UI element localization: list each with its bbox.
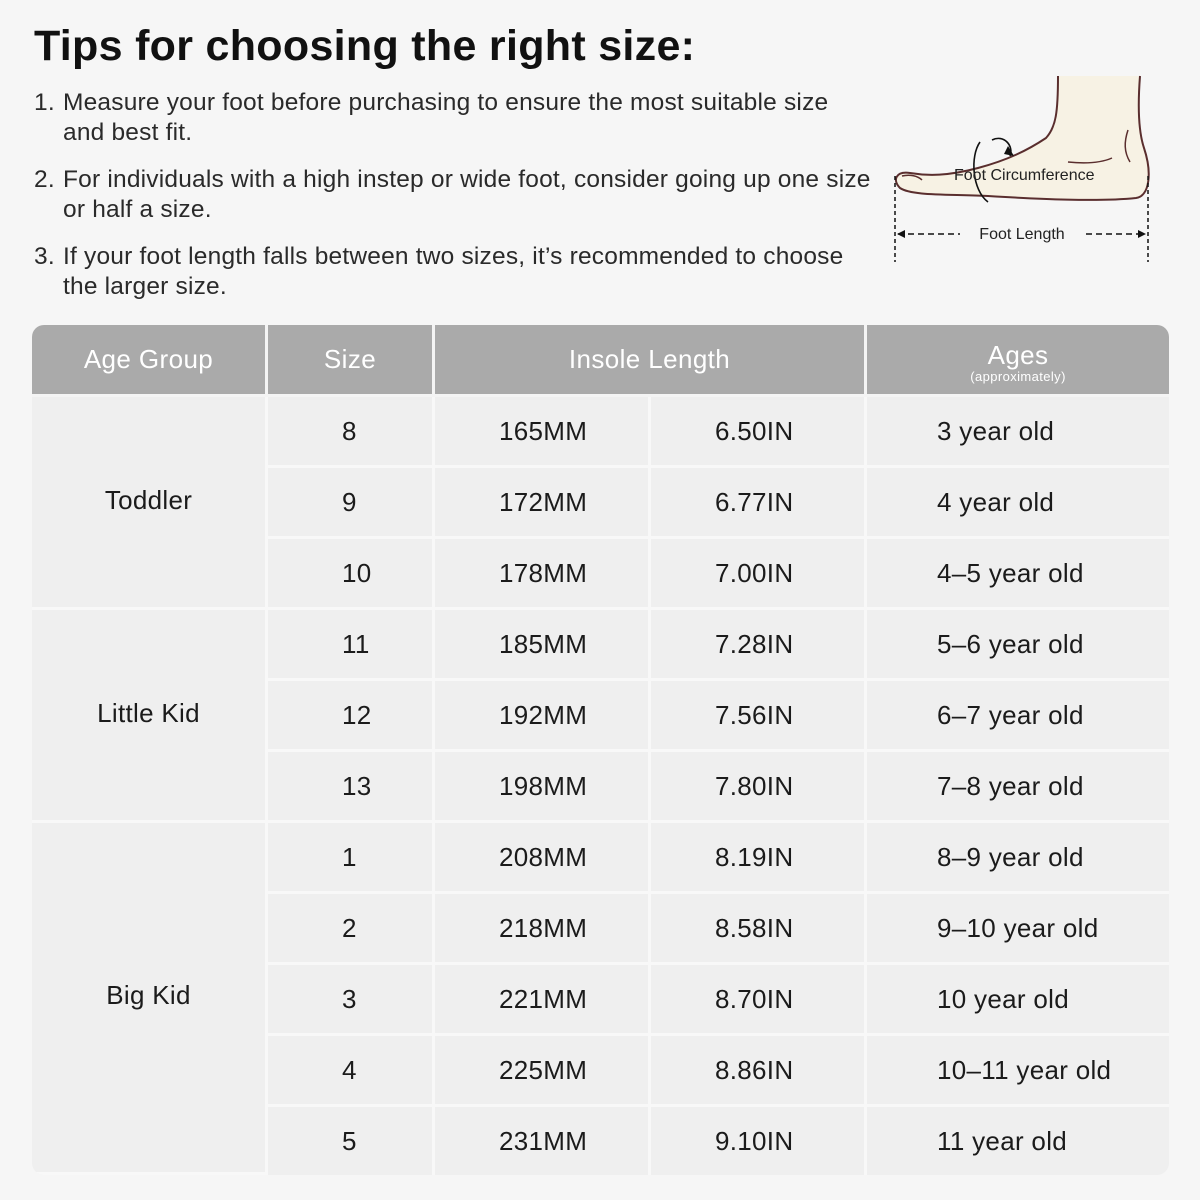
insole-in-cell: 9.10IN bbox=[651, 1107, 867, 1175]
insole-mm-cell: 192MM bbox=[435, 681, 651, 752]
age-cell: 9–10 year old bbox=[867, 894, 1169, 965]
insole-in-cell: 7.56IN bbox=[651, 681, 867, 752]
insole-mm-cell: 231MM bbox=[435, 1107, 651, 1175]
table-row bbox=[32, 823, 1169, 894]
table-row bbox=[32, 397, 1169, 468]
age-cell: 6–7 year old bbox=[867, 681, 1169, 752]
insole-in-cell: 7.28IN bbox=[651, 610, 867, 681]
insole-in-cell: 6.77IN bbox=[651, 468, 867, 539]
age-cell: 4 year old bbox=[867, 468, 1169, 539]
left-arrow-icon bbox=[897, 230, 905, 238]
table-header-row bbox=[32, 325, 1169, 397]
tip-text: For individuals with a high instep or wide foot, consider going up one size or half a size. bbox=[63, 166, 871, 223]
foot-measurement-diagram bbox=[888, 72, 1158, 268]
insole-in-cell: 8.86IN bbox=[651, 1036, 867, 1107]
insole-in-cell: 7.00IN bbox=[651, 539, 867, 610]
insole-mm-cell: 208MM bbox=[435, 823, 651, 894]
page-title: Tips for choosing the right size: bbox=[34, 22, 696, 70]
header-ages bbox=[867, 325, 1169, 397]
size-cell: 5 bbox=[268, 1107, 435, 1175]
tips-list bbox=[34, 88, 874, 319]
tip-number: 1. bbox=[34, 89, 55, 116]
insole-mm-cell: 198MM bbox=[435, 752, 651, 823]
tip-item bbox=[34, 88, 874, 148]
header-ages-note: (approximately) bbox=[970, 369, 1066, 384]
insole-mm-cell: 218MM bbox=[435, 894, 651, 965]
right-arrow-icon bbox=[1138, 230, 1146, 238]
age-cell: 5–6 year old bbox=[867, 610, 1169, 681]
insole-mm-cell: 178MM bbox=[435, 539, 651, 610]
tip-item bbox=[34, 165, 874, 225]
insole-mm-cell: 225MM bbox=[435, 1036, 651, 1107]
foot-circumference-label: Foot Circumference bbox=[954, 167, 1095, 184]
size-cell: 12 bbox=[268, 681, 435, 752]
size-cell: 3 bbox=[268, 965, 435, 1036]
insole-mm-cell: 172MM bbox=[435, 468, 651, 539]
age-cell: 7–8 year old bbox=[867, 752, 1169, 823]
tip-number: 3. bbox=[34, 243, 55, 270]
age-cell: 4–5 year old bbox=[867, 539, 1169, 610]
age-group-big-kid: Big Kid bbox=[32, 823, 268, 1175]
insole-in-cell: 7.80IN bbox=[651, 752, 867, 823]
size-cell: 9 bbox=[268, 468, 435, 539]
header-size: Size bbox=[268, 325, 435, 397]
insole-in-cell: 6.50IN bbox=[651, 397, 867, 468]
size-cell: 1 bbox=[268, 823, 435, 894]
size-chart-table bbox=[32, 325, 1169, 1175]
tip-number: 2. bbox=[34, 166, 55, 193]
insole-mm-cell: 221MM bbox=[435, 965, 651, 1036]
age-cell: 3 year old bbox=[867, 397, 1169, 468]
tip-text: Measure your foot before purchasing to ensure the most suitable size and best fit. bbox=[63, 89, 829, 146]
age-cell: 8–9 year old bbox=[867, 823, 1169, 894]
insole-mm-cell: 185MM bbox=[435, 610, 651, 681]
size-cell: 11 bbox=[268, 610, 435, 681]
size-cell: 2 bbox=[268, 894, 435, 965]
header-age-group: Age Group bbox=[32, 325, 268, 397]
insole-in-cell: 8.58IN bbox=[651, 894, 867, 965]
arrow-head-icon bbox=[1004, 146, 1014, 156]
insole-mm-cell: 165MM bbox=[435, 397, 651, 468]
foot-length-label: Foot Length bbox=[979, 226, 1065, 243]
table-row bbox=[32, 610, 1169, 681]
age-cell: 11 year old bbox=[867, 1107, 1169, 1175]
insole-in-cell: 8.19IN bbox=[651, 823, 867, 894]
age-group-little-kid: Little Kid bbox=[32, 610, 268, 823]
size-cell: 4 bbox=[268, 1036, 435, 1107]
size-cell: 13 bbox=[268, 752, 435, 823]
age-cell: 10–11 year old bbox=[867, 1036, 1169, 1107]
tip-item bbox=[34, 242, 874, 302]
age-cell: 10 year old bbox=[867, 965, 1169, 1036]
insole-in-cell: 8.70IN bbox=[651, 965, 867, 1036]
header-ages-label: Ages bbox=[987, 340, 1049, 370]
age-group-toddler: Toddler bbox=[32, 397, 268, 610]
tip-text: If your foot length falls between two sizes, it’s recommended to choose the larger size. bbox=[63, 243, 844, 300]
size-cell: 8 bbox=[268, 397, 435, 468]
header-insole-length: Insole Length bbox=[435, 325, 867, 397]
size-cell: 10 bbox=[268, 539, 435, 610]
